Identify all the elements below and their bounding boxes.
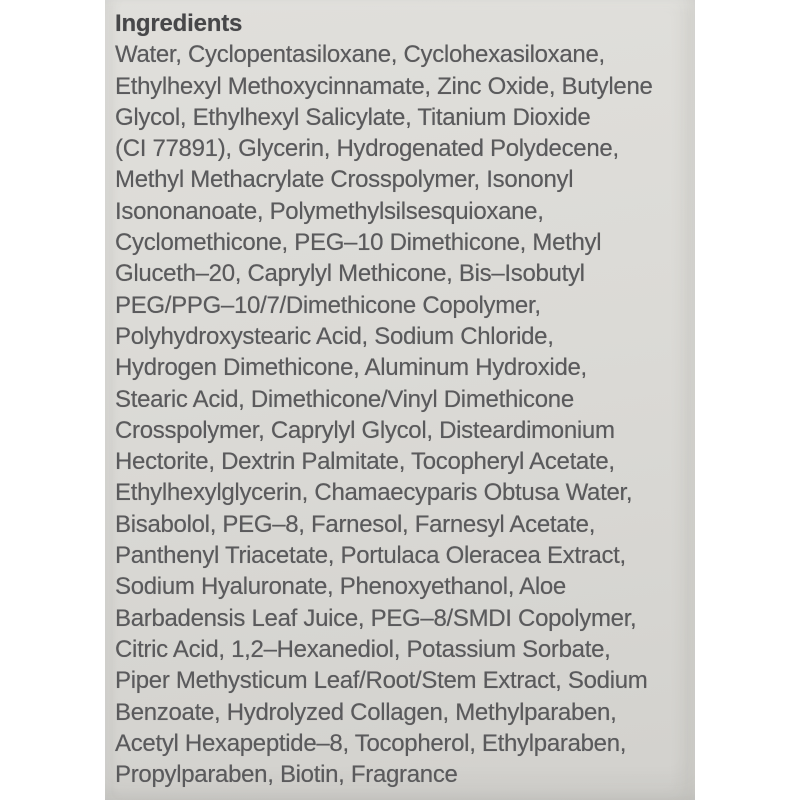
ingredients-line: Panthenyl Triacetate, Portulaca Oleracea Extract, bbox=[115, 542, 626, 570]
ingredients-line: Ethylhexylglycerin, Chamaecyparis Obtusa Water, bbox=[115, 479, 633, 507]
ingredients-line: Polyhydroxystearic Acid, Sodium Chloride, bbox=[115, 322, 554, 350]
ingredients-line: Barbadensis Leaf Juice, PEG–8/SMDI Copolymer, bbox=[115, 604, 637, 632]
ingredients-line: Citric Acid, 1,2–Hexanediol, Potassium Sorbate, bbox=[115, 635, 611, 663]
ingredients-line: Benzoate, Hydrolyzed Collagen, Methylparaben, bbox=[115, 698, 617, 726]
ingredients-lines bbox=[115, 39, 687, 790]
ingredients-line: Bisabolol, PEG–8, Farnesol, Farnesyl Acetate, bbox=[115, 510, 596, 538]
ingredients-line: Ethylhexyl Methoxycinnamate, Zinc Oxide, Butylene bbox=[115, 72, 653, 100]
ingredients-line: Sodium Hyaluronate, Phenoxyethanol, Aloe bbox=[115, 573, 566, 601]
ingredients-line: (CI 77891), Glycerin, Hydrogenated Polydecene, bbox=[115, 135, 619, 163]
ingredients-line: Glycol, Ethylhexyl Salicylate, Titanium Dioxide bbox=[115, 103, 591, 131]
ingredients-line: Hydrogen Dimethicone, Aluminum Hydroxide, bbox=[115, 354, 587, 382]
ingredients-line: Water, Cyclopentasiloxane, Cyclohexasiloxane, bbox=[115, 41, 605, 69]
ingredients-line: Crosspolymer, Caprylyl Glycol, Disteardimonium bbox=[115, 416, 615, 444]
ingredients-line: Cyclomethicone, PEG–10 Dimethicone, Methyl bbox=[115, 229, 602, 257]
ingredients-line: Acetyl Hexapeptide–8, Tocopherol, Ethylparaben, bbox=[115, 729, 627, 757]
ingredients-line: Methyl Methacrylate Crosspolymer, Isononyl bbox=[115, 166, 574, 194]
ingredients-line: Isononanoate, Polymethylsilsesquioxane, bbox=[115, 197, 544, 225]
ingredients-heading: Ingredients bbox=[115, 10, 243, 37]
ingredients-line: Piper Methysticum Leaf/Root/Stem Extract, Sodium bbox=[115, 667, 648, 695]
ingredients-line: PEG/PPG–10/7/Dimethicone Copolymer, bbox=[115, 291, 541, 319]
ingredients-line: Gluceth–20, Caprylyl Methicone, Bis–Isobutyl bbox=[115, 260, 585, 288]
ingredients-line: Hectorite, Dextrin Palmitate, Tocopheryl Acetate, bbox=[115, 448, 615, 476]
ingredients-text bbox=[115, 8, 687, 790]
ingredients-line: Propylparaben, Biotin, Fragrance bbox=[115, 761, 458, 789]
ingredients-line: Stearic Acid, Dimethicone/Vinyl Dimethicone bbox=[115, 385, 574, 413]
label-photo bbox=[105, 0, 695, 800]
